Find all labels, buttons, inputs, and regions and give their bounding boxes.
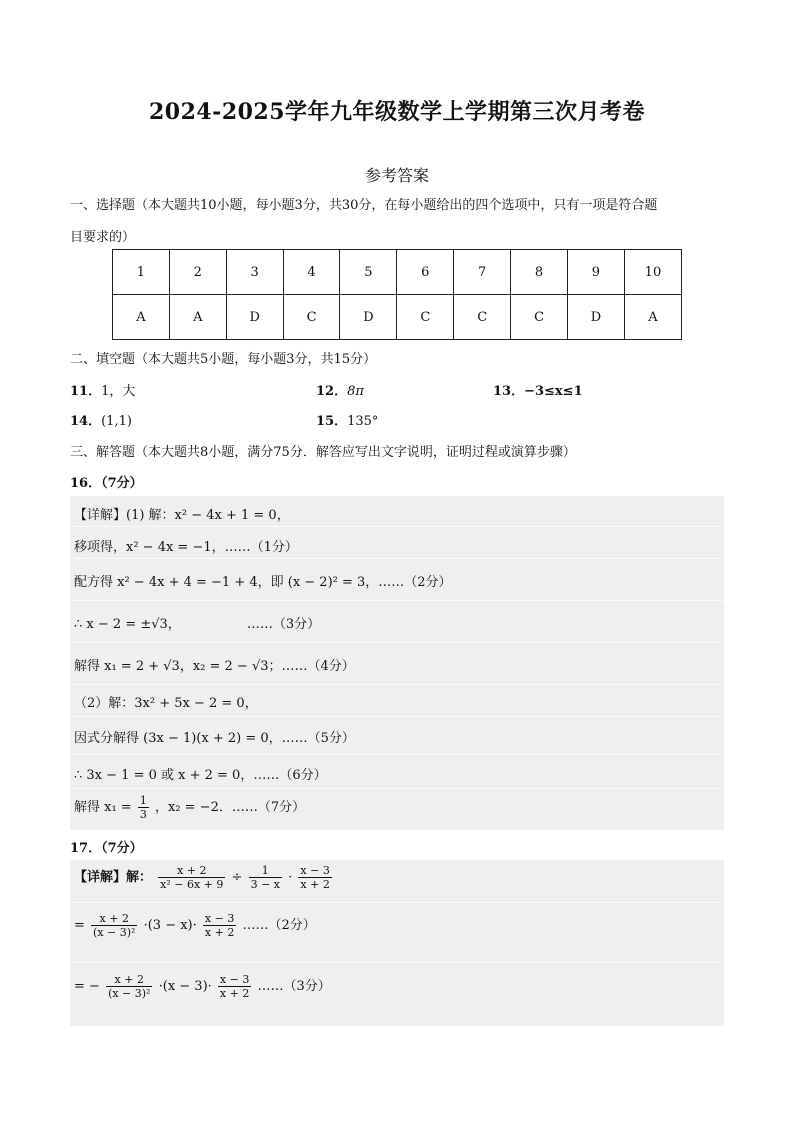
fraction-denominator: 3 − x <box>250 878 280 891</box>
fraction-numerator: 1 <box>249 864 282 878</box>
fill-item-14 <box>70 410 132 429</box>
q17-line-2-middle: ·(3 − x)· <box>143 918 197 933</box>
q17-line-3-suffix: ……（3分） <box>257 979 331 994</box>
q17-line-1-prefix: 【详解】解： <box>74 870 153 885</box>
question-number: 10 <box>624 250 681 295</box>
fraction <box>249 864 282 891</box>
divider <box>70 600 724 601</box>
fraction-numerator: x + 2 <box>106 973 152 987</box>
q16-line-7: 因式分解得 (3x − 1)(x + 2) = 0，……（5分） <box>74 731 355 746</box>
answer-cell: C <box>454 295 511 340</box>
q17-line-3-prefix: = − <box>74 979 100 994</box>
fraction-numerator: 1 <box>139 794 147 807</box>
q16-line-1: 【详解】(1) 解：x² − 4x + 1 = 0， <box>74 508 290 523</box>
fill-item-15 <box>316 410 378 429</box>
q16-line-8: ∴ 3x − 1 = 0 或 x + 2 = 0，……（6分） <box>74 768 327 783</box>
fraction-numerator: x − 3 <box>300 864 330 877</box>
answer-cell: A <box>624 295 681 340</box>
answer-cell: C <box>511 295 568 340</box>
fill-item-number: 12． <box>316 384 348 399</box>
q17-line-2 <box>74 912 316 939</box>
divider <box>70 788 724 789</box>
section1-heading-line2: 目要求的） <box>70 230 136 245</box>
divider <box>70 754 724 755</box>
fill-item-number: 13． <box>493 384 525 399</box>
fraction <box>138 794 149 821</box>
answer-table-answer-row <box>113 295 682 340</box>
fill-item-answer: 1，大 <box>101 384 136 399</box>
fill-item-answer: 8π <box>347 384 364 399</box>
question-number: 6 <box>397 250 454 295</box>
q16-line-6: （2）解：3x² + 5x − 2 = 0， <box>74 696 258 711</box>
q17-line-2-prefix: = <box>74 918 85 933</box>
answer-cell: C <box>283 295 340 340</box>
q16-line-9-suffix: ，x₂ = −2．……（7分） <box>154 800 306 815</box>
fraction <box>218 973 251 1000</box>
fraction-numerator: x + 2 <box>158 864 225 878</box>
question-number: 8 <box>511 250 568 295</box>
q17-label: 17．（7分） <box>70 841 143 856</box>
divider <box>70 526 724 527</box>
question-number: 1 <box>113 250 170 295</box>
fraction-numerator: x − 3 <box>204 912 235 925</box>
answer-table-number-row <box>113 250 682 295</box>
fraction-denominator: (x − 3)² <box>93 926 136 939</box>
fraction <box>158 864 225 891</box>
fill-item-number: 15． <box>316 414 348 429</box>
question-number: 4 <box>283 250 340 295</box>
section1-heading-line1: 一、选择题（本大题共10小题，每小题3分，共30分，在每小题给出的四个选项中，只有一项是符合题 <box>70 198 658 213</box>
fill-item-12 <box>316 380 364 399</box>
fraction-denominator: (x − 3)² <box>108 987 151 1000</box>
question-number: 2 <box>169 250 226 295</box>
q16-line-9-prefix: 解得 x₁ = <box>74 800 132 815</box>
q17-line-3-middle: ·(x − 3)· <box>158 979 212 994</box>
divider <box>70 684 724 685</box>
section2-heading: 二、填空题（本大题共5小题，每小题3分，共15分） <box>70 352 377 367</box>
fill-item-number: 14． <box>70 414 102 429</box>
divider <box>70 716 724 717</box>
question-number: 5 <box>340 250 397 295</box>
fraction-numerator: x + 2 <box>91 912 137 926</box>
fraction-numerator: x − 3 <box>219 973 250 986</box>
answer-cell: A <box>169 295 226 340</box>
divider <box>70 902 724 903</box>
q16-line-2: 移项得，x² − 4x = −1，……（1分） <box>74 540 298 555</box>
answer-cell: A <box>113 295 170 340</box>
fraction <box>298 864 331 891</box>
question-number: 9 <box>568 250 625 295</box>
fraction <box>203 912 236 939</box>
fill-item-answer: 135° <box>347 414 379 429</box>
fraction <box>91 912 137 939</box>
question-number: 7 <box>454 250 511 295</box>
page-subtitle: 参考答案 <box>364 166 429 185</box>
operator: · <box>288 870 293 885</box>
fraction-denominator: x + 2 <box>300 878 330 891</box>
q16-label: 16．（7分） <box>70 476 143 491</box>
fraction-denominator: x² − 6x + 9 <box>160 878 224 891</box>
q17-line-3 <box>74 973 331 1000</box>
question-number: 3 <box>226 250 283 295</box>
section3-heading: 三、解答题（本大题共8小题，满分75分．解答应写出文字说明，证明过程或演算步骤） <box>70 445 576 460</box>
fill-item-answer: (1,1) <box>101 414 132 429</box>
fraction-denominator: x + 2 <box>204 926 235 939</box>
answer-cell: D <box>340 295 397 340</box>
answer-table <box>112 249 682 340</box>
fill-item-number: 11． <box>70 384 102 399</box>
q16-line-3: 配方得 x² − 4x + 4 = −1 + 4，即 (x − 2)² = 3，……（2分） <box>74 575 452 590</box>
answer-cell: D <box>226 295 283 340</box>
answer-cell: C <box>397 295 454 340</box>
fill-item-13 <box>493 380 583 399</box>
fill-item-answer: −3≤x≤1 <box>524 384 583 399</box>
fill-item-11 <box>70 380 135 399</box>
q16-line-4: ∴ x − 2 = ±√3， ……（3分） <box>74 617 321 632</box>
q17-line-2-suffix: ……（2分） <box>242 918 316 933</box>
fraction-denominator: 3 <box>139 808 147 821</box>
operator: ÷ <box>231 870 243 885</box>
divider <box>70 558 724 559</box>
answer-cell: D <box>568 295 625 340</box>
page-title: 2024-2025学年九年级数学上学期第三次月考卷 <box>148 99 646 125</box>
q17-line-1 <box>74 864 334 891</box>
q16-line-9 <box>74 794 305 821</box>
fraction <box>106 973 152 1000</box>
fraction-denominator: x + 2 <box>219 987 250 1000</box>
divider <box>70 962 724 963</box>
q16-line-5: 解得 x₁ = 2 + √3，x₂ = 2 − √3；……（4分） <box>74 659 355 674</box>
divider <box>70 642 724 643</box>
